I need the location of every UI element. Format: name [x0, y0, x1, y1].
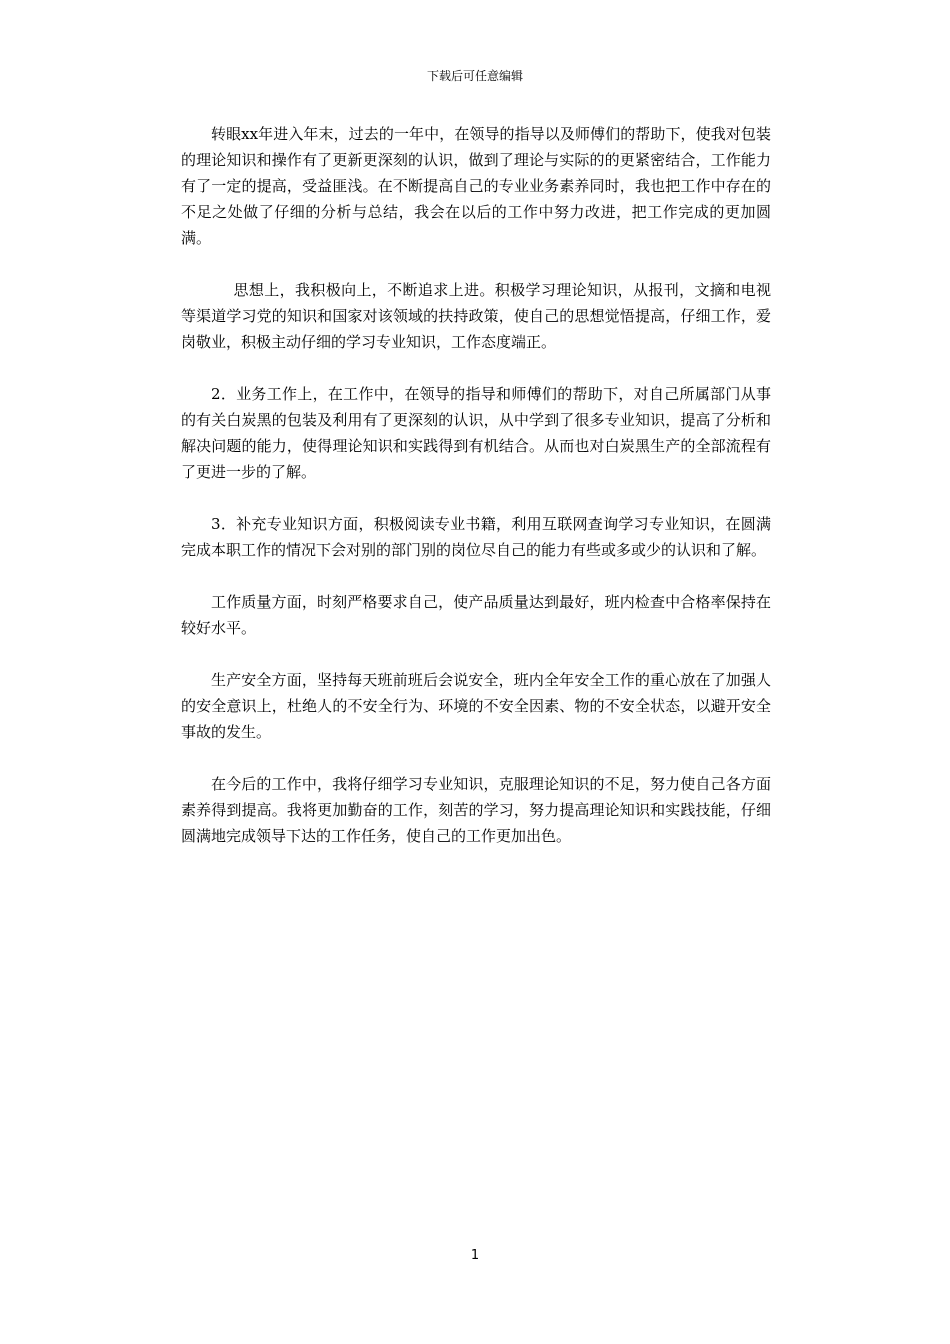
page-header: 下载后可任意编辑 [426, 69, 523, 83]
paragraph-professional-knowledge: 3．补充专业知识方面，积极阅读专业书籍，利用互联网查询学习专业知识，在圆满完成本职工作的情况下会对别的部门别的岗位尽自己的能力有些或多或少的认识和了解。 [181, 515, 771, 559]
paragraph-intro: 转眼xx年进入年末，过去的一年中，在领导的指导以及师傅们的帮助下，使我对包装的理论知识和操作有了更新更深刻的认识，做到了理论与实际的的更紧密结合，工作能力有了一定的提高，受益匪浅。在不断提高自己的专业业务素养同时，我也把工作中存在的不足之处做了仔细的分析与总结，我会在以后的工作中努力改进，把工作完成的更加圆满。 [181, 125, 771, 247]
paragraph-work-quality: 工作质量方面，时刻严格要求自己，使产品质量达到最好，班内检查中合格率保持在较好水平。 [181, 593, 771, 637]
paragraph-production-safety: 生产安全方面，坚持每天班前班后会说安全，班内全年安全工作的重心放在了加强人的安全意识上，杜绝人的不安全行为、环境的不安全因素、物的不安全状态，以避开安全事故的发生。 [181, 671, 771, 741]
document-body [181, 121, 771, 875]
page-number: 1 [470, 1248, 480, 1263]
paragraph-ideology: 思想上，我积极向上，不断追求上进。积极学习理论知识，从报刊，文摘和电视等渠道学习党的知识和国家对该领域的扶持政策，使自己的思想觉悟提高，仔细工作，爱岗敬业，积极主动仔细的学习专业知识，工作态度端正。 [181, 281, 771, 351]
paragraph-future-plan: 在今后的工作中，我将仔细学习专业知识，克服理论知识的不足，努力使自己各方面素养得到提高。我将更加勤奋的工作，刻苦的学习，努力提高理论知识和实践技能，仔细圆满地完成领导下达的工作任务，使自己的工作更加出色。 [181, 775, 771, 845]
paragraph-business-work: 2．业务工作上，在工作中，在领导的指导和师傅们的帮助下，对自己所属部门从事的有关白炭黑的包装及利用有了更深刻的认识，从中学到了很多专业知识，提高了分析和解决问题的能力，使得理论知识和实践得到有机结合。从而也对白炭黑生产的全部流程有了更进一步的了解。 [181, 385, 771, 481]
